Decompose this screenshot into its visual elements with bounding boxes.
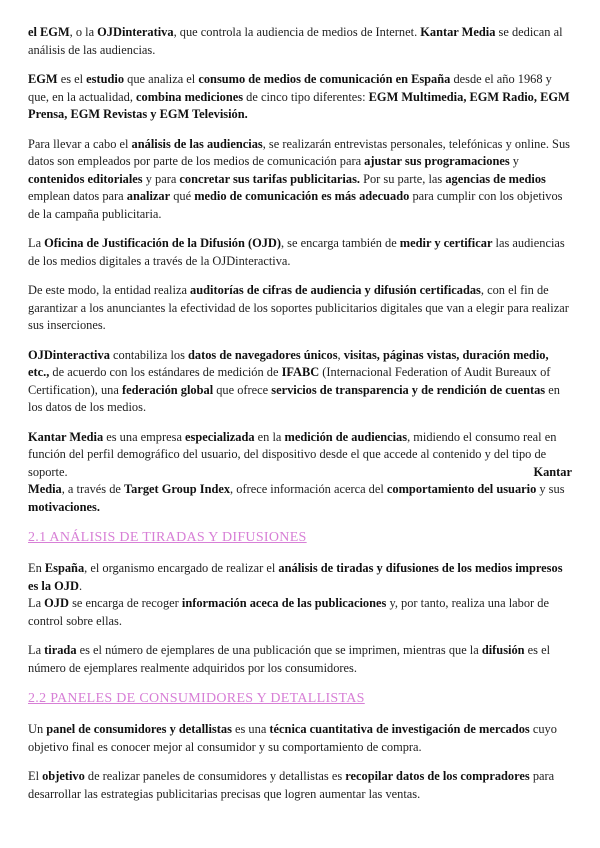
- section-heading-2-2: 2.2 PANELES DE CONSUMIDORES Y DETALLISTAS: [28, 691, 365, 706]
- paragraph-audience-analysis: Para llevar a cabo el análisis de las audiencias, se realizarán entrevistas personales, telefónicas y online. Sus datos son empleados por parte de los medios de comunicación para ajustar sus programaciones y contenidos editoriales y para concretar sus tarifas publicitarias. Por su parte, las agencias de medios emplean datos para analizar qué medio de comunicación es más adecuado para cumplir con los objetivos de la campaña publicitaria.: [28, 136, 570, 221]
- paragraph-ojd: La Oficina de Justificación de la Difusión (OJD), se encarga también de medir y certificar las audiencias de los medios digitales a través de la OJDinteractiva.: [28, 236, 565, 268]
- paragraph-tirada-difusion: La tirada es el número de ejemplares de una publicación que se imprimen, mientras que la difusión es el número de ejemplares realmente adquiridos por los consumidores.: [28, 643, 551, 675]
- paragraph-spain-ojd: En España, el organismo encargado de realizar el análisis de tiradas y difusiones de los medios impresos es la OJD.: [28, 561, 563, 593]
- paragraph-egm-intro: el EGM, o la OJDinterativa, que controla la audiencia de medios de Internet. Kantar Media se dedican al análisis de las audiencias.: [28, 25, 563, 57]
- paragraph-panel-objective: El objetivo de realizar paneles de consumidores y detallistas es recopilar datos de los compradores para desarrollar las estrategias publicitarias precisas que logren aumentar las ventas.: [28, 769, 555, 801]
- paragraph-kantar: Kantar Media es una empresa especializada en la medición de audiencias, midiendo el consumo real en función del perfil demográfico del usuario, del dispositivo desde el que accede al contenido y del tipo de soporte. Kantar Media, a través de Target Group Index, ofrece información acerca del comportamiento del usuario y sus motivaciones.: [28, 429, 572, 514]
- paragraph-ojd-control: La OJD se encarga de recoger información aceca de las publicaciones y, por tanto, realiza una labor de control sobre ellas.: [28, 596, 549, 628]
- paragraph-ojdinteractiva: OJDinteractiva contabiliza los datos de navegadores únicos, visitas, páginas vistas, duración medio, etc., de acuerdo con los estándares de medición de IFABC (Internacional Federation of Audit Bureaux of Certification), una federación global que ofrece servicios de transparencia y de rendición de cuentas en los datos de los medios.: [28, 347, 560, 414]
- paragraph-panel-definition: Un panel de consumidores y detallistas es una técnica cuantitativa de investigación de mercados cuyo objetivo final es conocer mejor al consumidor y su comportamiento de compra.: [28, 722, 557, 754]
- paragraph-egm-study: EGM es el estudio que analiza el consumo de medios de comunicación en España desde el año 1968 y que, en la actualidad, combina mediciones de cinco tipo diferentes: EGM Multimedia, EGM Radio, EGM Prensa, EGM Revistas y EGM Televisión.: [28, 72, 570, 121]
- section-heading-2-1: 2.1 ANÁLISIS DE TIRADAS Y DIFUSIONES: [28, 530, 307, 545]
- paragraph-audits: De este modo, la entidad realiza auditorías de cifras de audiencia y difusión certificadas, con el fin de garantizar a los anunciantes la efectividad de los soportes publicitarios digitales que van a elegir para realizar sus inserciones.: [28, 283, 569, 332]
